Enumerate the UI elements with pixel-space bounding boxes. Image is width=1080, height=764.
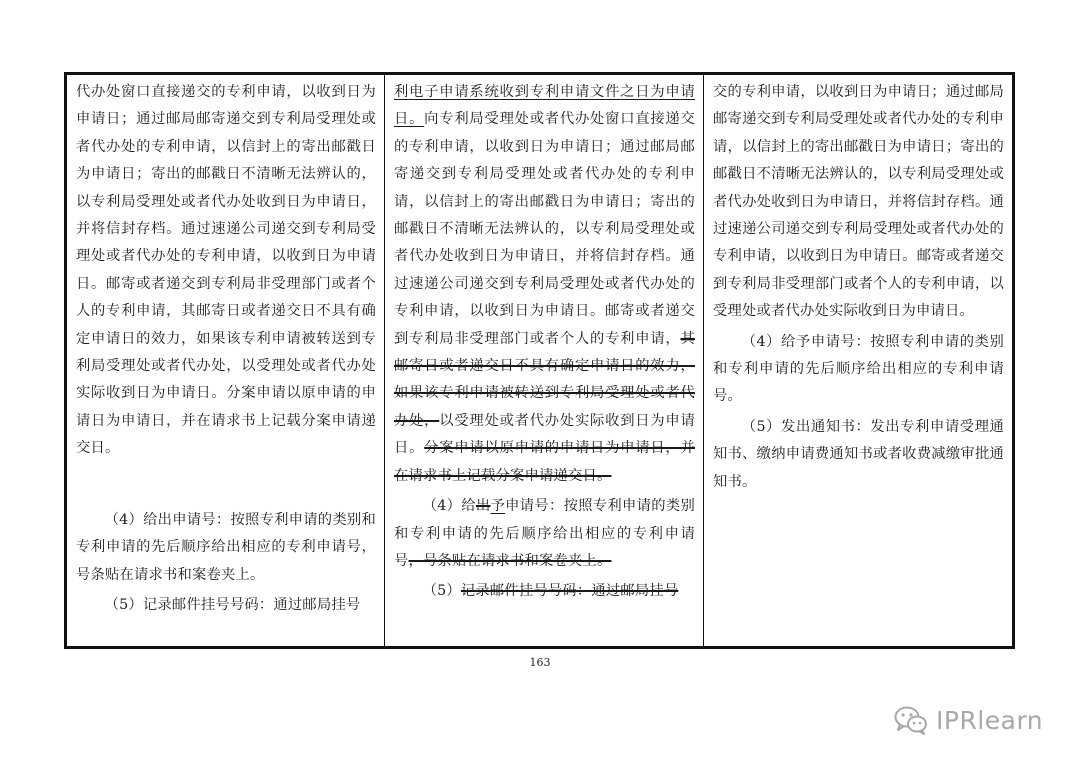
text-segment: （5） <box>422 583 461 600</box>
deleted-text: 分案申请以原申请的申请日为申请日，并在请求书上记载分案申请递交日。 <box>394 440 695 484</box>
watermark-text: IPRlearn <box>936 705 1044 735</box>
table-paragraph <box>394 578 695 605</box>
deleted-text: 出 <box>475 498 491 515</box>
comparison-table <box>64 72 1015 649</box>
text-segment: （5）记录邮件挂号号码：通过邮局挂号 <box>104 596 361 613</box>
watermark <box>894 702 1043 738</box>
table-column-original <box>67 75 385 646</box>
text-segment: （4）给出申请号：按照专利申请的类别和专利申请的先后顺序给出相应的专利申请号，号条贴在请求书和案卷夹上。 <box>76 511 376 583</box>
text-segment: （5）发出通知书：发出专利申请受理通知书、缴纳申请费通知书或者收费减缴审批通知书。 <box>713 418 1004 490</box>
table-paragraph <box>76 592 376 619</box>
text-segment: 向专利局受理处或者代办处窗口直接递交的专利申请，以收到日为申请日；通过邮局邮寄递交到专利局受理处或者代办处的专利申请，以信封上的寄出邮戳日为申请日；寄出的邮戳日不清晰无法辨认的，以专利局受理处或者代办处收到日为申请日，并将信封存档。通过速递公司递交到专利局受理处或者代办处的专利申请，以收到日为申请日。邮寄或者递交到专利局非受理部门或者个人的专利申请， <box>394 111 695 347</box>
table-paragraph <box>713 329 1004 411</box>
page-number: 163 <box>529 656 551 669</box>
text-segment: （4）给予申请号：按照专利申请的类别和专利申请的先后顺序给出相应的专利申请号。 <box>713 333 1004 405</box>
inserted-text: 予 <box>490 498 506 515</box>
table-paragraph <box>394 79 695 490</box>
table-paragraph <box>394 493 695 575</box>
table-paragraph <box>713 414 1004 496</box>
inserted-text: 利电子申请系统收到专利申请文件之日为申请日。 <box>394 84 695 128</box>
text-segment: 以受理处或者代办处实际收到日为申请日。 <box>394 412 695 457</box>
text-segment: 申请号：按照专利申请的类别和专利申请的先后顺序给出相应的专利申请号 <box>394 498 695 569</box>
text-segment: 代办处窗口直接递交的专利申请，以收到日为申请日；通过邮局邮寄递交到专利局受理处或者代办处的专利申请，以信封上的寄出邮戳日为申请日；寄出的邮戳日不清晰无法辨认的，以专利局受理处或者代办处收到日为申请日，并将信封存档。通过速递公司递交到专利局受理处或者代办处的专利申请，以收到日为申请日。邮寄或者递交到专利局非受理部门或者个人的专利申请，其邮寄日或者递交日不具有确定申请日的效力，如果该专利申请被转送到专利局受理处或者代办处，以受理处或者代办处实际收到日为申请日。分案申请以原申请的申请日为申请日，并在请求书上记载分案申请递交日。 <box>76 84 376 457</box>
table-column-final <box>704 75 1012 646</box>
paragraph-spacer <box>76 463 376 507</box>
deleted-text: ，号条贴在请求书和案卷夹上。 <box>408 552 612 569</box>
table-column-revised <box>385 75 704 646</box>
table-paragraph <box>76 79 376 463</box>
text-segment: （4）给 <box>422 498 476 515</box>
text-segment: 交的专利申请，以收到日为申请日；通过邮局邮寄递交到专利局受理处或者代办处的专利申请，以信封上的寄出邮戳日为申请日；寄出的邮戳日不清晰无法辨认的，以专利局受理处或者代办处收到日为申请日，并将信封存档。通过速递公司递交到专利局受理处或者代办处的专利申请，以收到日为申请日。邮寄或者递交到专利局非受理部门或者个人的专利申请，以受理处或者代办处实际收到日为申请日。 <box>713 84 1004 320</box>
deleted-text: 其邮寄日或者递交日不具有确定申请日的效力，如果该专利申请被转送到专利局受理处或者代办处， <box>394 330 695 429</box>
table-paragraph <box>76 507 376 589</box>
deleted-text: 记录邮件挂号号码：通过邮局挂号 <box>460 583 679 600</box>
table-paragraph <box>713 79 1004 326</box>
wechat-icon <box>894 705 928 735</box>
